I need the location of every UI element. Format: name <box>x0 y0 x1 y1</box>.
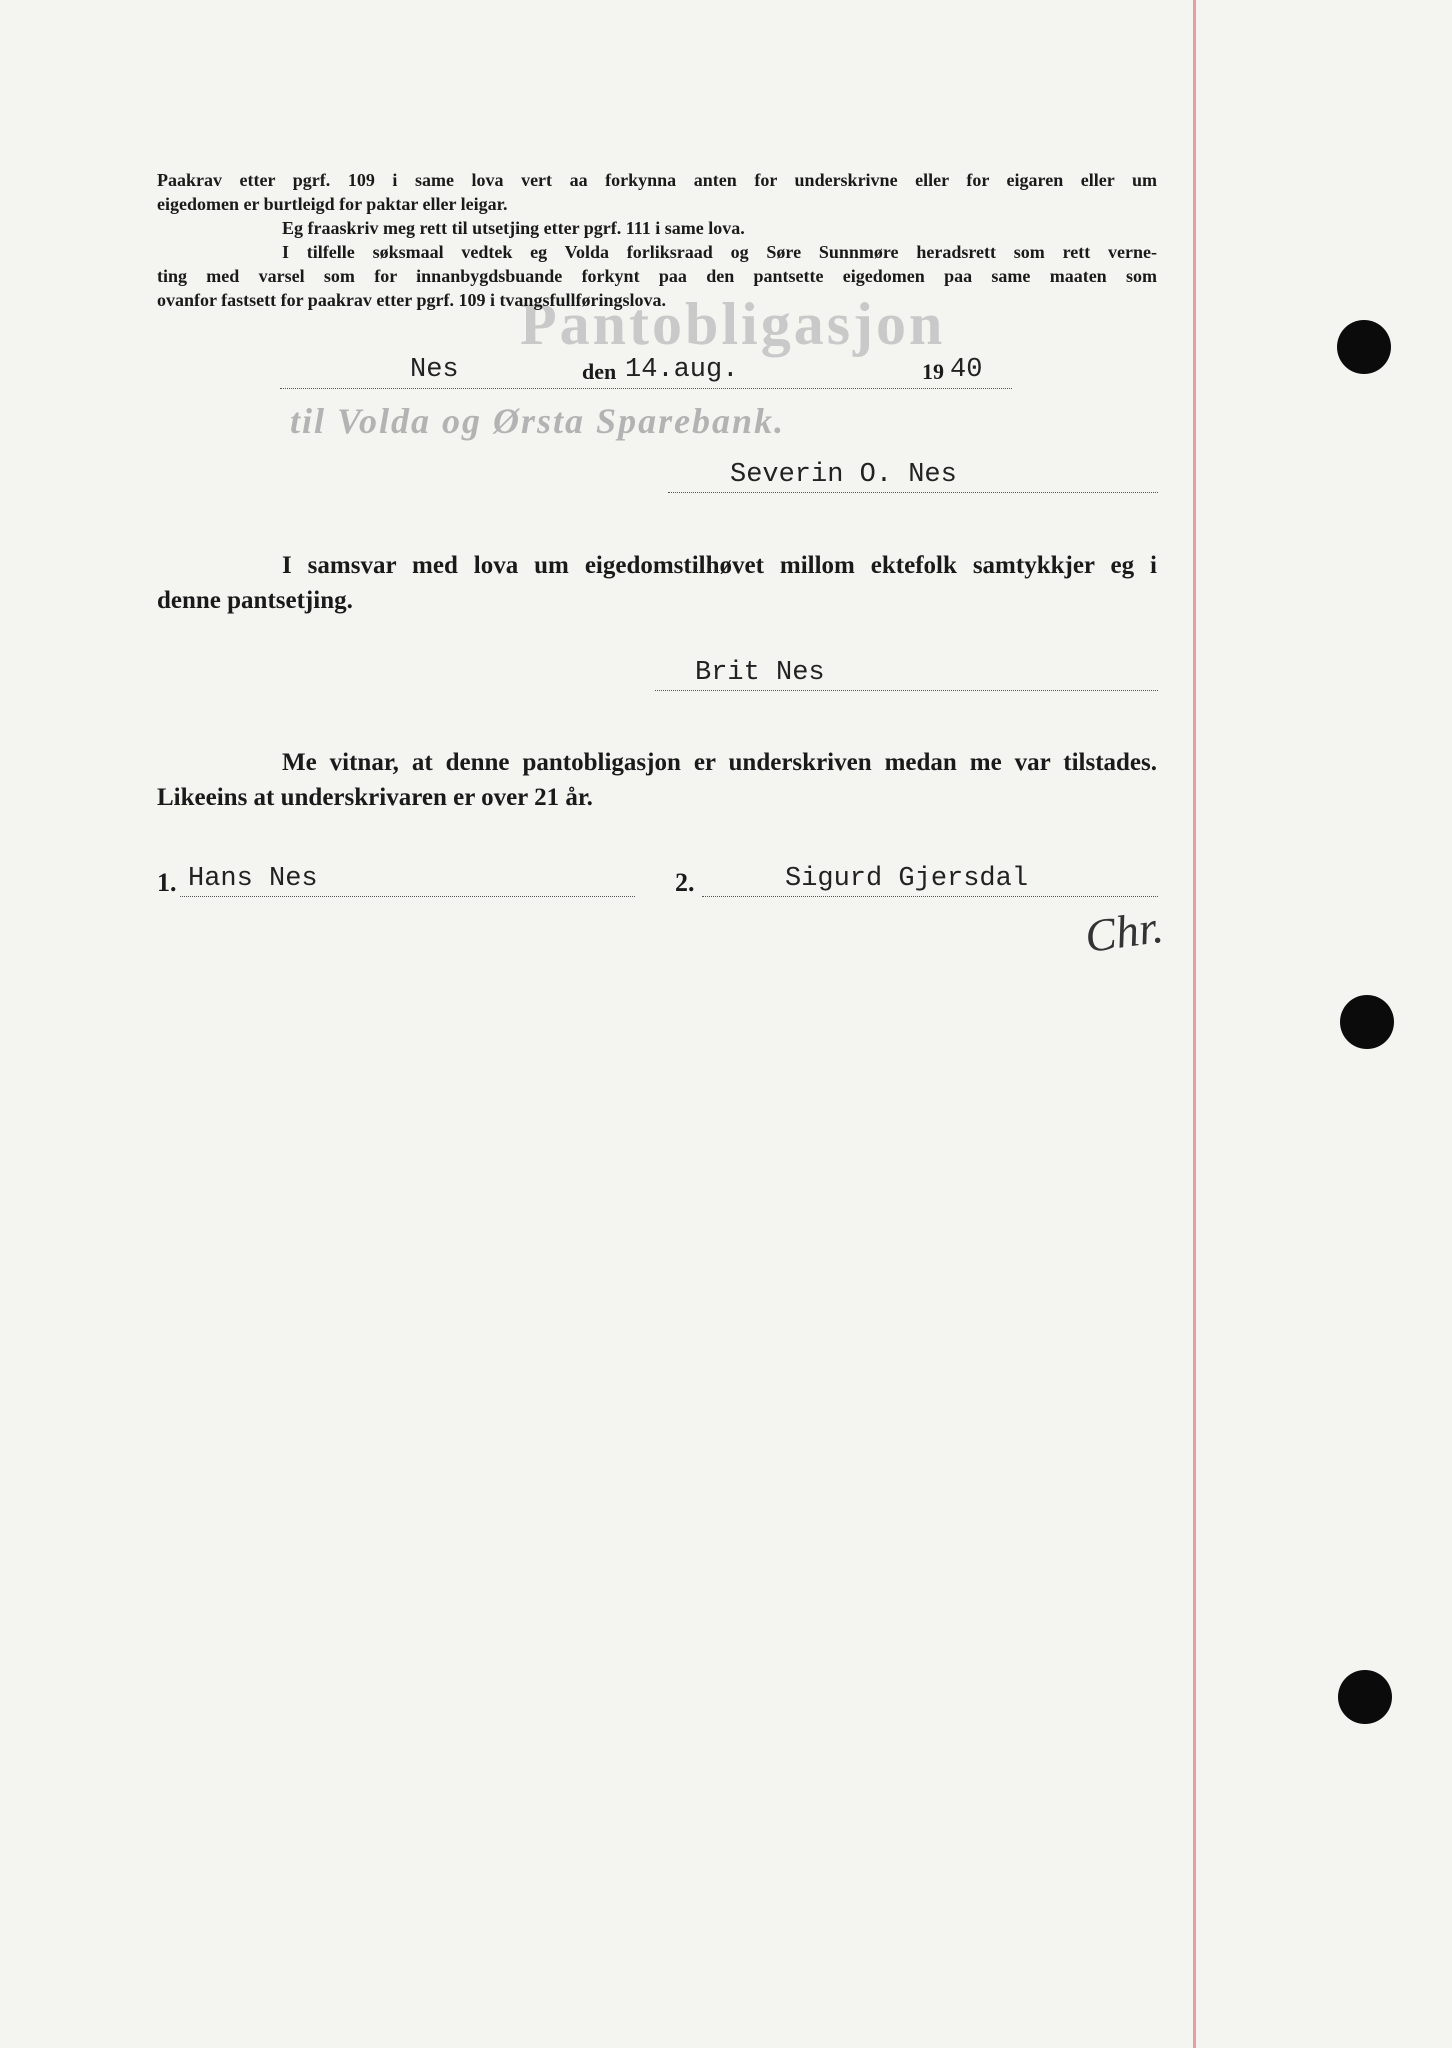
signing-place: Nes <box>410 355 459 385</box>
witness-1-line <box>180 896 635 897</box>
witness-1-name: Hans Nes <box>188 864 318 894</box>
date-line <box>280 388 1012 389</box>
show-through-body <box>157 1335 1157 1361</box>
signing-date: 14.aug. <box>625 355 739 385</box>
witness-line-1: Me vitnar, at denne pantobligasjon er underskriven medan me var tilstades. <box>282 749 1157 776</box>
legal-line-2: eigedomen er burtleigd for paktar eller leigar. <box>157 194 508 214</box>
signer-name: Severin O. Nes <box>730 460 957 490</box>
margin-line <box>1193 0 1196 2048</box>
legal-line-6: ovanfor fastsett for paakrav etter pgrf. 109 i tvangsfullføringslova. <box>157 290 666 310</box>
witness-2-line <box>702 896 1158 897</box>
legal-line-1: Paakrav etter pgrf. 109 i same lova vert aa forkynna anten for underskrivne eller for eigaren eller um <box>157 170 1157 190</box>
year-prefix: 19 <box>922 359 944 384</box>
spouse-consent <box>157 548 1157 618</box>
signer-line <box>668 492 1158 493</box>
punch-hole-bottom <box>1338 1670 1392 1724</box>
consent-line-1: I samsvar med lova um eigedomstilhøvet millom ektefolk samtykkjer eg i <box>282 552 1157 579</box>
legal-terms <box>157 168 1157 312</box>
year-suffix: 40 <box>950 355 983 385</box>
handwritten-initials: Chr. <box>1081 900 1167 963</box>
witness-2-number: 2. <box>675 868 695 897</box>
witness-2-name: Sigurd Gjersdal <box>785 864 1029 894</box>
punch-hole-top <box>1337 320 1391 374</box>
witness-line-2: Likeeins at underskrivaren er over 21 år. <box>157 784 593 811</box>
punch-hole-middle <box>1340 995 1394 1049</box>
show-through-subheading: til Volda og Ørsta Sparebank. <box>290 401 786 441</box>
legal-line-4: I tilfelle søksmaal vedtek eg Volda forliksraad og Søre Sunnmøre heradsrett som rett verne- <box>282 242 1157 262</box>
spouse-line <box>655 690 1158 691</box>
witness-1-number: 1. <box>157 868 177 897</box>
legal-line-3: Eg fraaskriv meg rett til utsetjing etter pgrf. 111 i same lova. <box>282 218 745 238</box>
den-label: den <box>582 359 617 384</box>
consent-line-2: denne pantsetjing. <box>157 587 353 614</box>
witness-statement <box>157 745 1157 815</box>
spouse-name: Brit Nes <box>695 658 825 688</box>
legal-line-5: ting med varsel som for innanbygdsbuande forkynt paa den pantsette eigedomen paa same maaten som <box>157 266 1157 286</box>
show-through-heading: Pantobligasjon <box>520 291 946 357</box>
